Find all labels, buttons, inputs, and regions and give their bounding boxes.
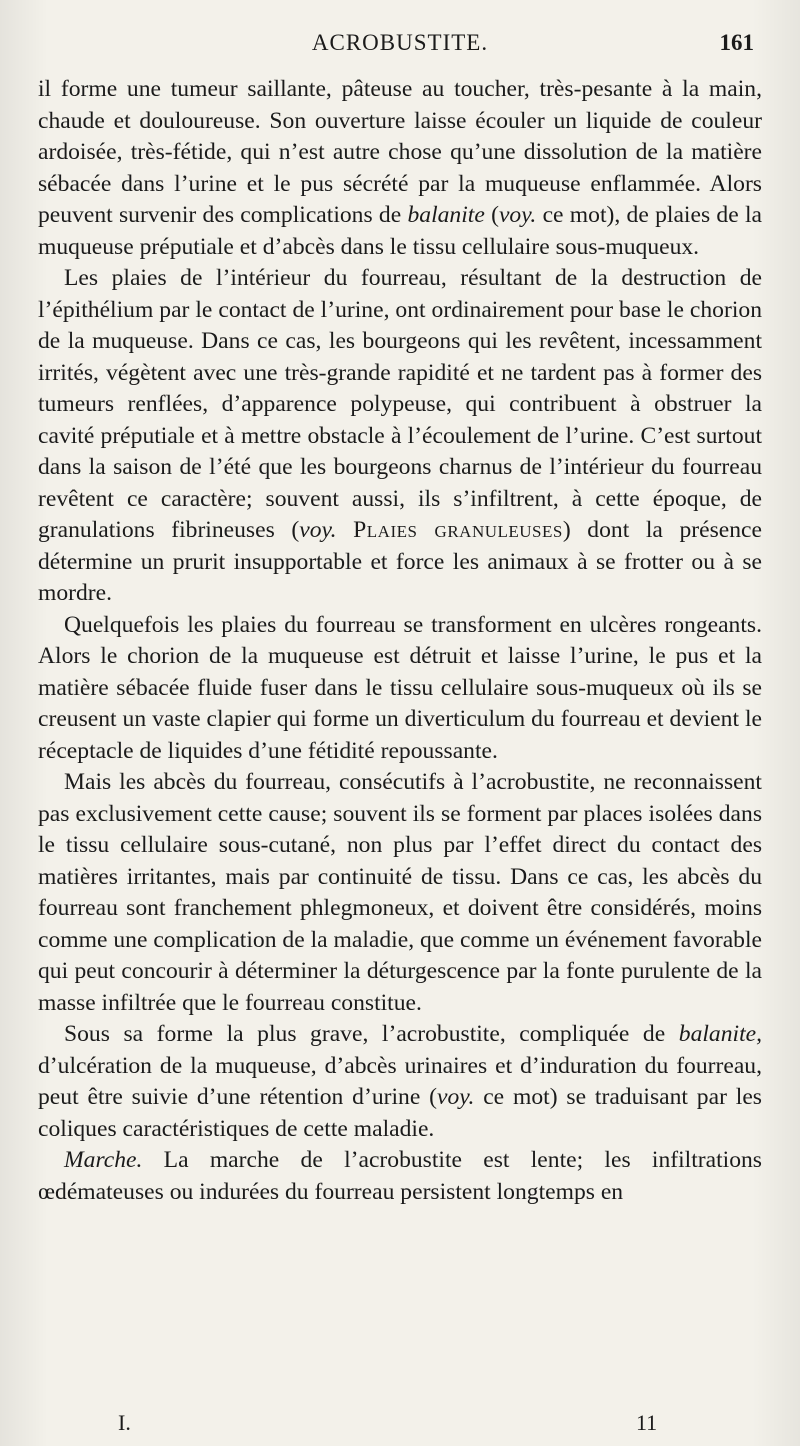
- page-footer: [40, 1410, 760, 1438]
- text-run: [337, 517, 354, 543]
- paragraph: [38, 610, 762, 768]
- page-number: 161: [719, 30, 754, 55]
- paragraph: [38, 74, 762, 263]
- text-run: d’ulcération de la muqueuse, d’abcès urinaires et d’induration du fourreau, peut être suivie d’une rétention d’urine (: [38, 1052, 762, 1110]
- paragraph: [38, 1019, 762, 1145]
- text-run: ce mot) se traduisant par les coliques caractéristiques de cette maladie.: [38, 1084, 762, 1142]
- signature-mark-right: 11: [636, 1410, 658, 1435]
- running-title: ACROBUSTITE.: [311, 30, 489, 55]
- text-run: La marche de l’acrobustite est lente; les infiltrations œdémateuses ou indurées du fourreau persistent longtemps en: [38, 1147, 762, 1205]
- text-run: Sous sa forme la plus grave, l’acrobustite, compliquée de: [64, 1021, 679, 1047]
- body-text: [38, 74, 762, 1208]
- italic-text: voy.: [437, 1084, 475, 1110]
- running-head: [40, 30, 760, 62]
- italic-text: balanite: [407, 202, 485, 228]
- paragraph: [38, 767, 762, 1019]
- text-run: Mais les abcès du fourreau, consécutifs à l’acrobustite, ne reconnaissent pas exclusivement cette cause; souvent ils se forment par places isolées dans le tissu cellulaire sous-cutané, non plus par l’effet direct du contact des matières irritantes, mais par continuité de tissu. Dans ce cas, les abcès du fourreau sont franchement phlegmoneux, et doivent être considérés, moins comme une complication de la maladie, que comme un événement favorable qui peut concourir à déterminer la déturgescence par la fonte purulente de la masse infiltrée que le fourreau constitue.: [38, 769, 762, 1016]
- text-run: ce mot), de plaies de la muqueuse préputiale et d’abcès dans le tissu cellulaire sous-muqueux.: [38, 202, 762, 260]
- italic-text: Marche.: [64, 1147, 143, 1173]
- signature-mark-left: I.: [118, 1410, 131, 1435]
- paragraph: [38, 1145, 762, 1208]
- text-run: Quelquefois les plaies du fourreau se transforment en ulcères rongeants. Alors le chorion de la muqueuse est détruit et laisse l’urine, le pus et la matière sébacée fluide fuser dans le tissu cellulaire sous-muqueux où ils se creusent un vaste clapier qui forme un diverticulum du fourreau et devient le réceptacle de liquides d’une fétidité repoussante.: [38, 611, 762, 764]
- text-run: (: [484, 202, 499, 228]
- italic-text: voy.: [498, 202, 537, 228]
- text-run: il forme une tumeur saillante, pâteuse au toucher, très-pesante à la main, chaude et douloureuse. Son ouverture laisse écouler un liquide de couleur ardoisée, très-fétide, qui n’est autre chose qu’une dissolution de la matière sébacée dans l’urine et le pus sécrété par la muqueuse enflammée. Alors peuvent survenir des complications de: [38, 76, 762, 228]
- text-run: Les plaies de l’intérieur du fourreau, résultant de la destruction de l’épithélium par le contact de l’urine, ont ordinairement pour base le chorion de la muqueuse. Dans ce cas, les bourgeons qui les revêtent, incessamment irrités, végètent avec une très-grande rapidité et ne tardent pas à former des tumeurs renflées, d’apparence polypeuse, qui contribuent à obstruer la cavité préputiale et à mettre obstacle à l’écoulement de l’urine. C’est surtout dans la saison de l’été que les bourgeons charnus de l’intérieur du fourreau revêtent ce caractère; souvent aussi, ils s’infiltrent, à cette époque, de granulations fibrineuses (: [38, 265, 762, 543]
- smallcaps-reference: Plaies granuleuses: [353, 517, 563, 543]
- paragraph: [38, 263, 762, 610]
- text-run: ) dont la présence détermine un prurit insupportable et force les animaux à se frotter ou à se mordre.: [38, 517, 762, 606]
- italic-text: voy.: [299, 517, 337, 543]
- italic-text: balanite,: [678, 1021, 762, 1047]
